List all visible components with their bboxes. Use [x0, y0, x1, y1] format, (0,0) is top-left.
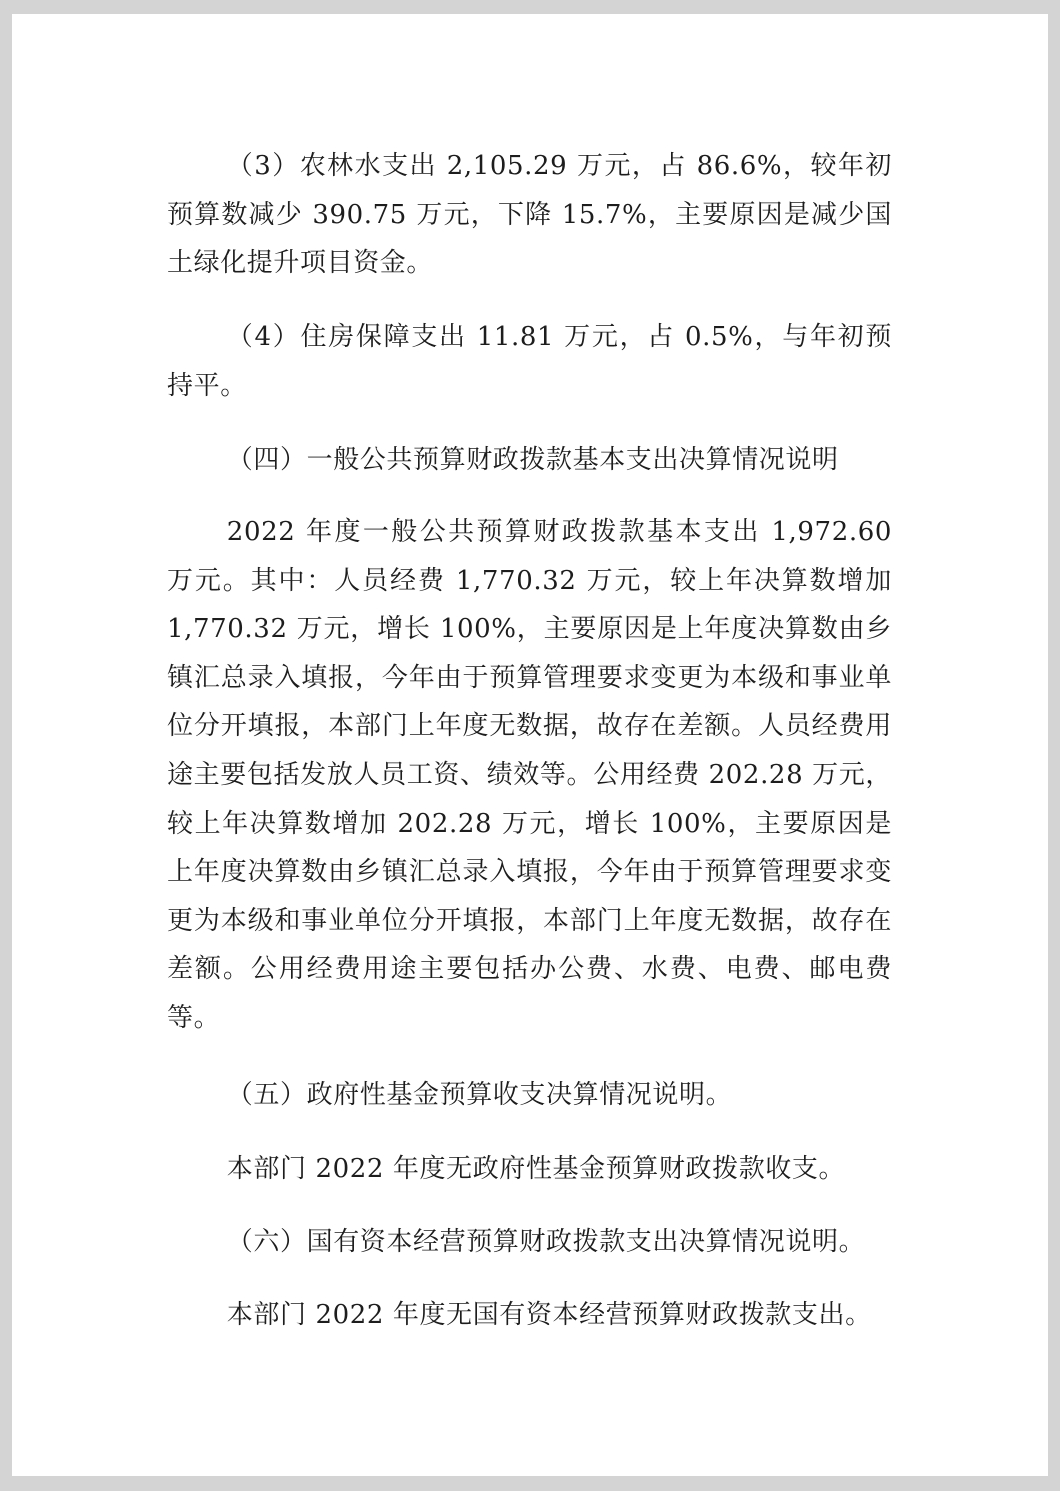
section-heading-government-fund: （五）政府性基金预算收支决算情况说明。 — [226, 1080, 733, 1110]
section-heading-basic-expenditure: （四）一般公共预算财政拨款基本支出决算情况说明 — [226, 445, 839, 475]
paragraph-basic-expenditure: 2022 年度一般公共预算财政拨款基本支出 1,972.60 万元。其中：人员经费 1,770.32 万元，较上年决算数增加 1,770.32 万元，增长 100%，主要原因是上年度决算数由乡镇汇总录入填报，今年由于预算管理要求变更为本级和事业单位分开填报，本部门上年度无数据，故存在差额。人员经费用途主要包括发放人员工资、绩效等。公用经费 202.28 万元，较上年决算数增加 202.28 万元，增长 100%，主要原因是上年度决算数由乡镇汇总录入填报，今年由于预算管理要求变更为本级和事业单位分开填报，本部门上年度无数据，故存在差额。公用经费用途主要包括办公费、水费、电费、邮电费等。 — [167, 517, 892, 1033]
section-heading-state-capital: （六）国有资本经营预算财政拨款支出决算情况说明。 — [226, 1227, 866, 1257]
paragraph-government-fund: 本部门 2022 年度无政府性基金预算财政拨款收支。 — [226, 1154, 846, 1184]
paragraph-state-capital: 本部门 2022 年度无国有资本经营预算财政拨款支出。 — [226, 1300, 872, 1330]
paragraph-agriculture-expenditure: （3）农林水支出 2,105.29 万元，占 86.6%，较年初预算数减少 390.75 万元，下降 15.7%，主要原因是减少国土绿化提升项目资金。 — [167, 151, 892, 279]
paragraph-housing-expenditure: （4）住房保障支出 11.81 万元，占 0.5%，与年初预持平。 — [167, 322, 892, 401]
